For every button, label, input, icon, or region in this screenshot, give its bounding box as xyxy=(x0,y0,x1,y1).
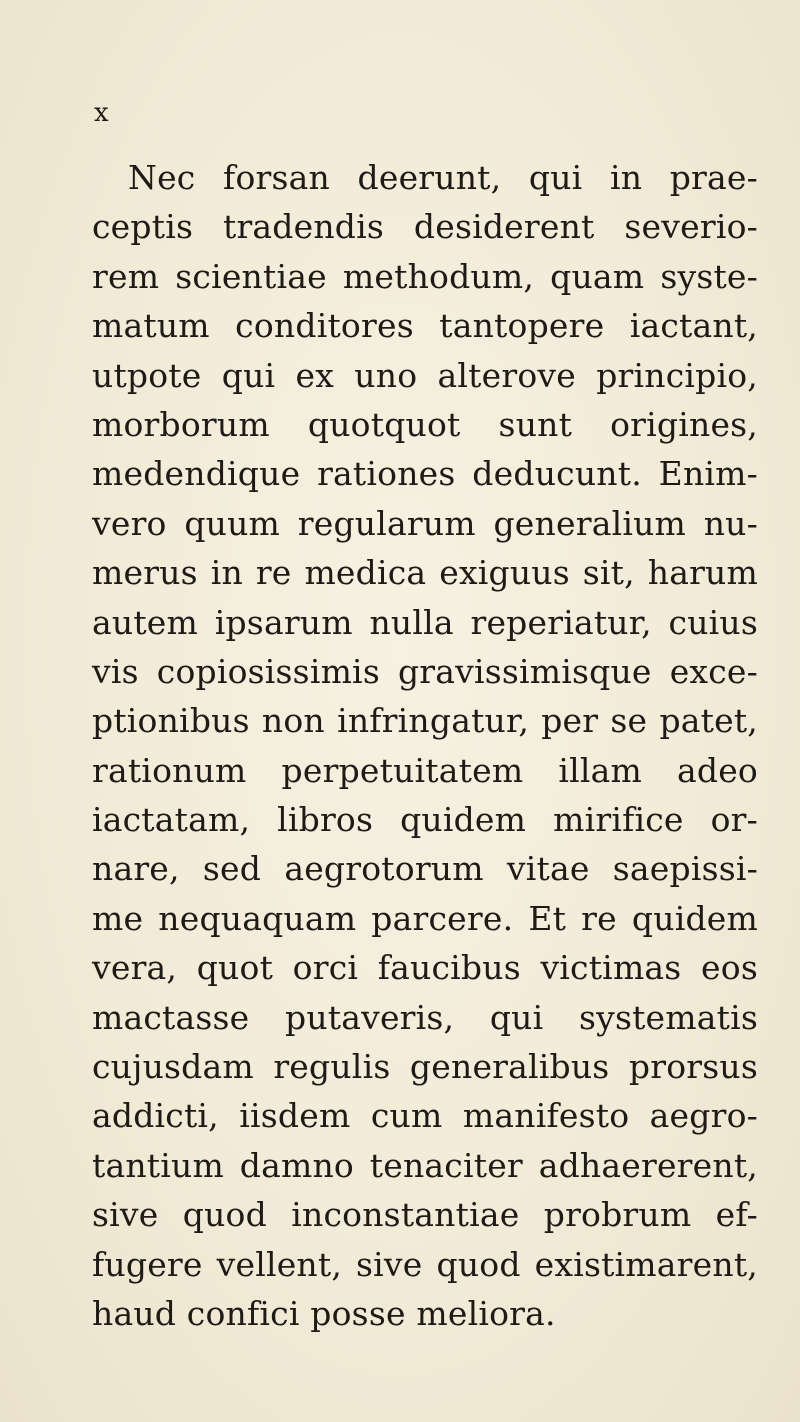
text-line: morborum quotquot sunt origines, xyxy=(92,404,758,444)
text-line: ptionibus non infringatur, per se patet, xyxy=(92,701,758,741)
text-line: vis copiosissimis gravissimisque exce- xyxy=(92,651,758,691)
text-line: tantium damno tenaciter adhaererent, xyxy=(92,1145,758,1185)
text-line: nare, sed aegrotorum vitae saepissi- xyxy=(92,849,758,889)
text-line: cujusdam regulis generalibus prorsus xyxy=(92,1047,758,1087)
text-line: rationum perpetuitatem illam adeo xyxy=(92,750,758,790)
text-line: iactatam, libros quidem mirifice or- xyxy=(92,800,758,840)
text-line: autem ipsarum nulla reperiatur, cuius xyxy=(92,602,758,642)
text-line: fugere vellent, sive quod existimarent, xyxy=(92,1244,758,1284)
text-line: medendique rationes deducunt. Enim- xyxy=(92,454,758,494)
text-line: sive quod inconstantiae probrum ef- xyxy=(92,1195,758,1235)
text-line: Nec forsan deerunt, qui in prae- xyxy=(128,158,758,197)
text-line: haud confici posse meliora. xyxy=(92,1293,556,1333)
text-line: vera, quot orci faucibus victimas eos xyxy=(92,948,758,988)
body-text xyxy=(92,153,758,1338)
text-line: me nequaquam parcere. Et re quidem xyxy=(92,898,758,938)
text-line: mactasse putaveris, qui systematis xyxy=(92,997,758,1037)
text-line: merus in re medica exiguus sit, harum xyxy=(92,553,758,593)
text-line: utpote qui ex uno alterove principio, xyxy=(92,355,758,395)
text-line: ceptis tradendis desiderent severio- xyxy=(92,207,758,247)
text-line: matum conditores tantopere iactant, xyxy=(92,306,758,346)
text-line: addicti, iisdem cum manifesto aegro- xyxy=(92,1096,758,1136)
text-line: rem scientiae methodum, quam syste- xyxy=(92,256,758,296)
page-number: x xyxy=(94,98,110,128)
text-line: vero quum regularum generalium nu- xyxy=(92,503,758,543)
